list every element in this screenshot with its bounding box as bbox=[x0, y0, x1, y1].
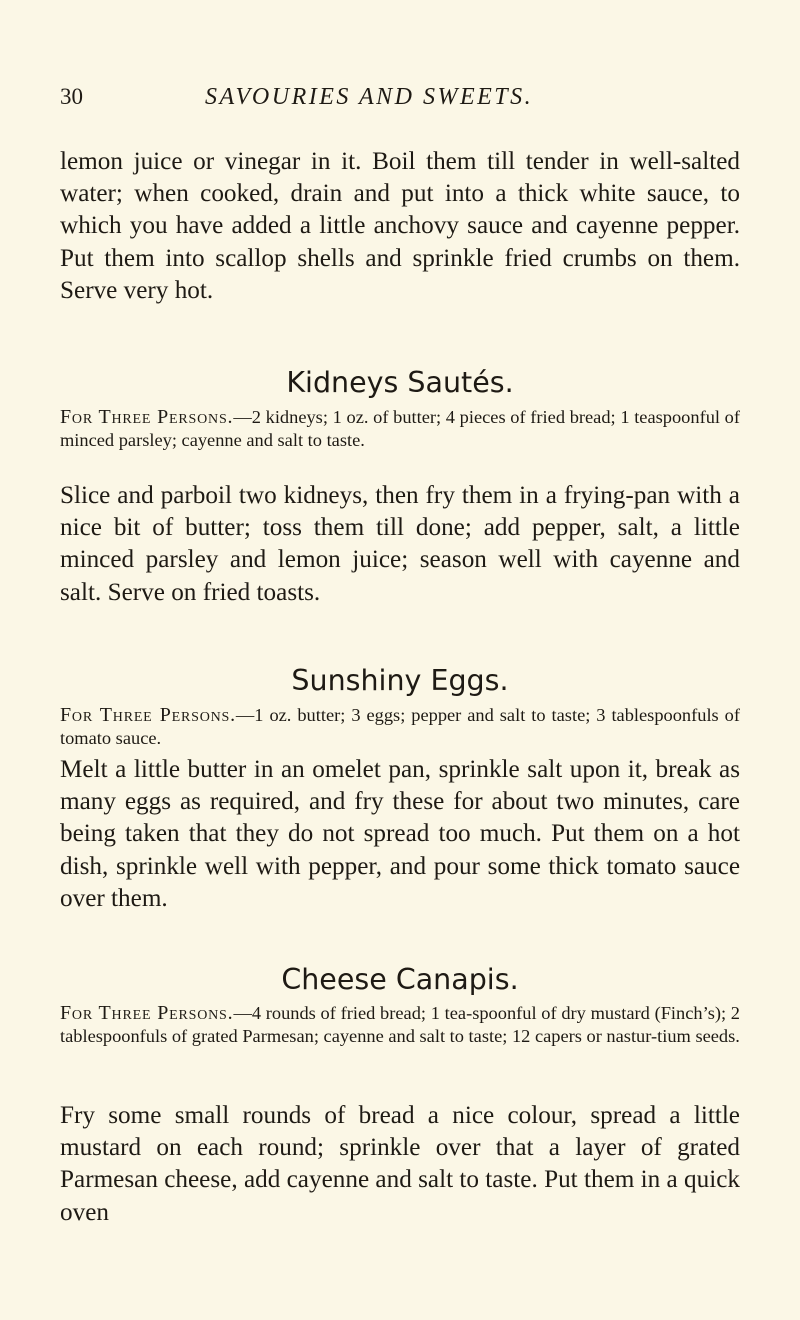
method-cheese: Fry some small rounds of bread a nice colour, spread a little mustard on each round; sprinkle over that a layer of grated Parmesan cheese, add cayenne and salt to taste. Put them in a quick oven bbox=[60, 1102, 740, 1226]
page-number: 30 bbox=[60, 84, 83, 109]
continued-recipe-text: lemon juice or vinegar in it. Boil them till tender in well-salted water; when cooked, drain and put into a thick white sauce, to which you have added a little anchovy sauce and cayenne pepper. Put them into scallop shells and sprinkle fried crumbs on them. Serve very hot. bbox=[60, 148, 740, 304]
recipe-title-kidneys: Kidneys Sautés. bbox=[286, 366, 514, 399]
ingredients-list: —2 kidneys; 1 oz. of butter; 4 pieces of fried bread; 1 teaspoonful of minced parsley; cayenne and salt to taste. bbox=[60, 407, 741, 451]
persons-label: For Three Persons. bbox=[60, 1002, 234, 1024]
method-eggs: Melt a little butter in an omelet pan, sprinkle salt upon it, break as many eggs as required, and fry these for about two minutes, care being taken that they do not spread too much. Put them on a hot dish, sprinkle well with pepper, and pour some thick tomato sauce over them. bbox=[60, 756, 740, 912]
method-kidneys: Slice and parboil two kidneys, then fry them in a frying-pan with a nice bit of butter; toss them till done; add pepper, salt, a little minced parsley and lemon juice; season well with cayenne and salt. Serve on fried toasts. bbox=[60, 482, 740, 606]
running-title: SAVOURIES AND SWEETS. bbox=[205, 84, 534, 110]
recipe-title-eggs: Sunshiny Eggs. bbox=[291, 664, 509, 697]
recipe-title-cheese: Cheese Canapis. bbox=[281, 963, 519, 996]
ingredients-eggs bbox=[60, 704, 740, 751]
ingredients-list: —4 rounds of fried bread; 1 tea-spoonful of dry mustard (Finch’s); 2 tablespoonfuls of grated Parmesan; cayenne and salt to taste; 12 capers or nastur-tium seeds. bbox=[60, 1003, 741, 1047]
page-header bbox=[60, 84, 740, 114]
ingredients-list: —1 oz. butter; 3 eggs; pepper and salt to taste; 3 tablespoonfuls of tomato sauce. bbox=[60, 705, 740, 749]
ingredients-cheese bbox=[60, 1002, 740, 1049]
persons-label: For Three Persons. bbox=[60, 704, 236, 726]
persons-label: For Three Persons. bbox=[60, 406, 234, 428]
ingredients-kidneys bbox=[60, 406, 740, 453]
